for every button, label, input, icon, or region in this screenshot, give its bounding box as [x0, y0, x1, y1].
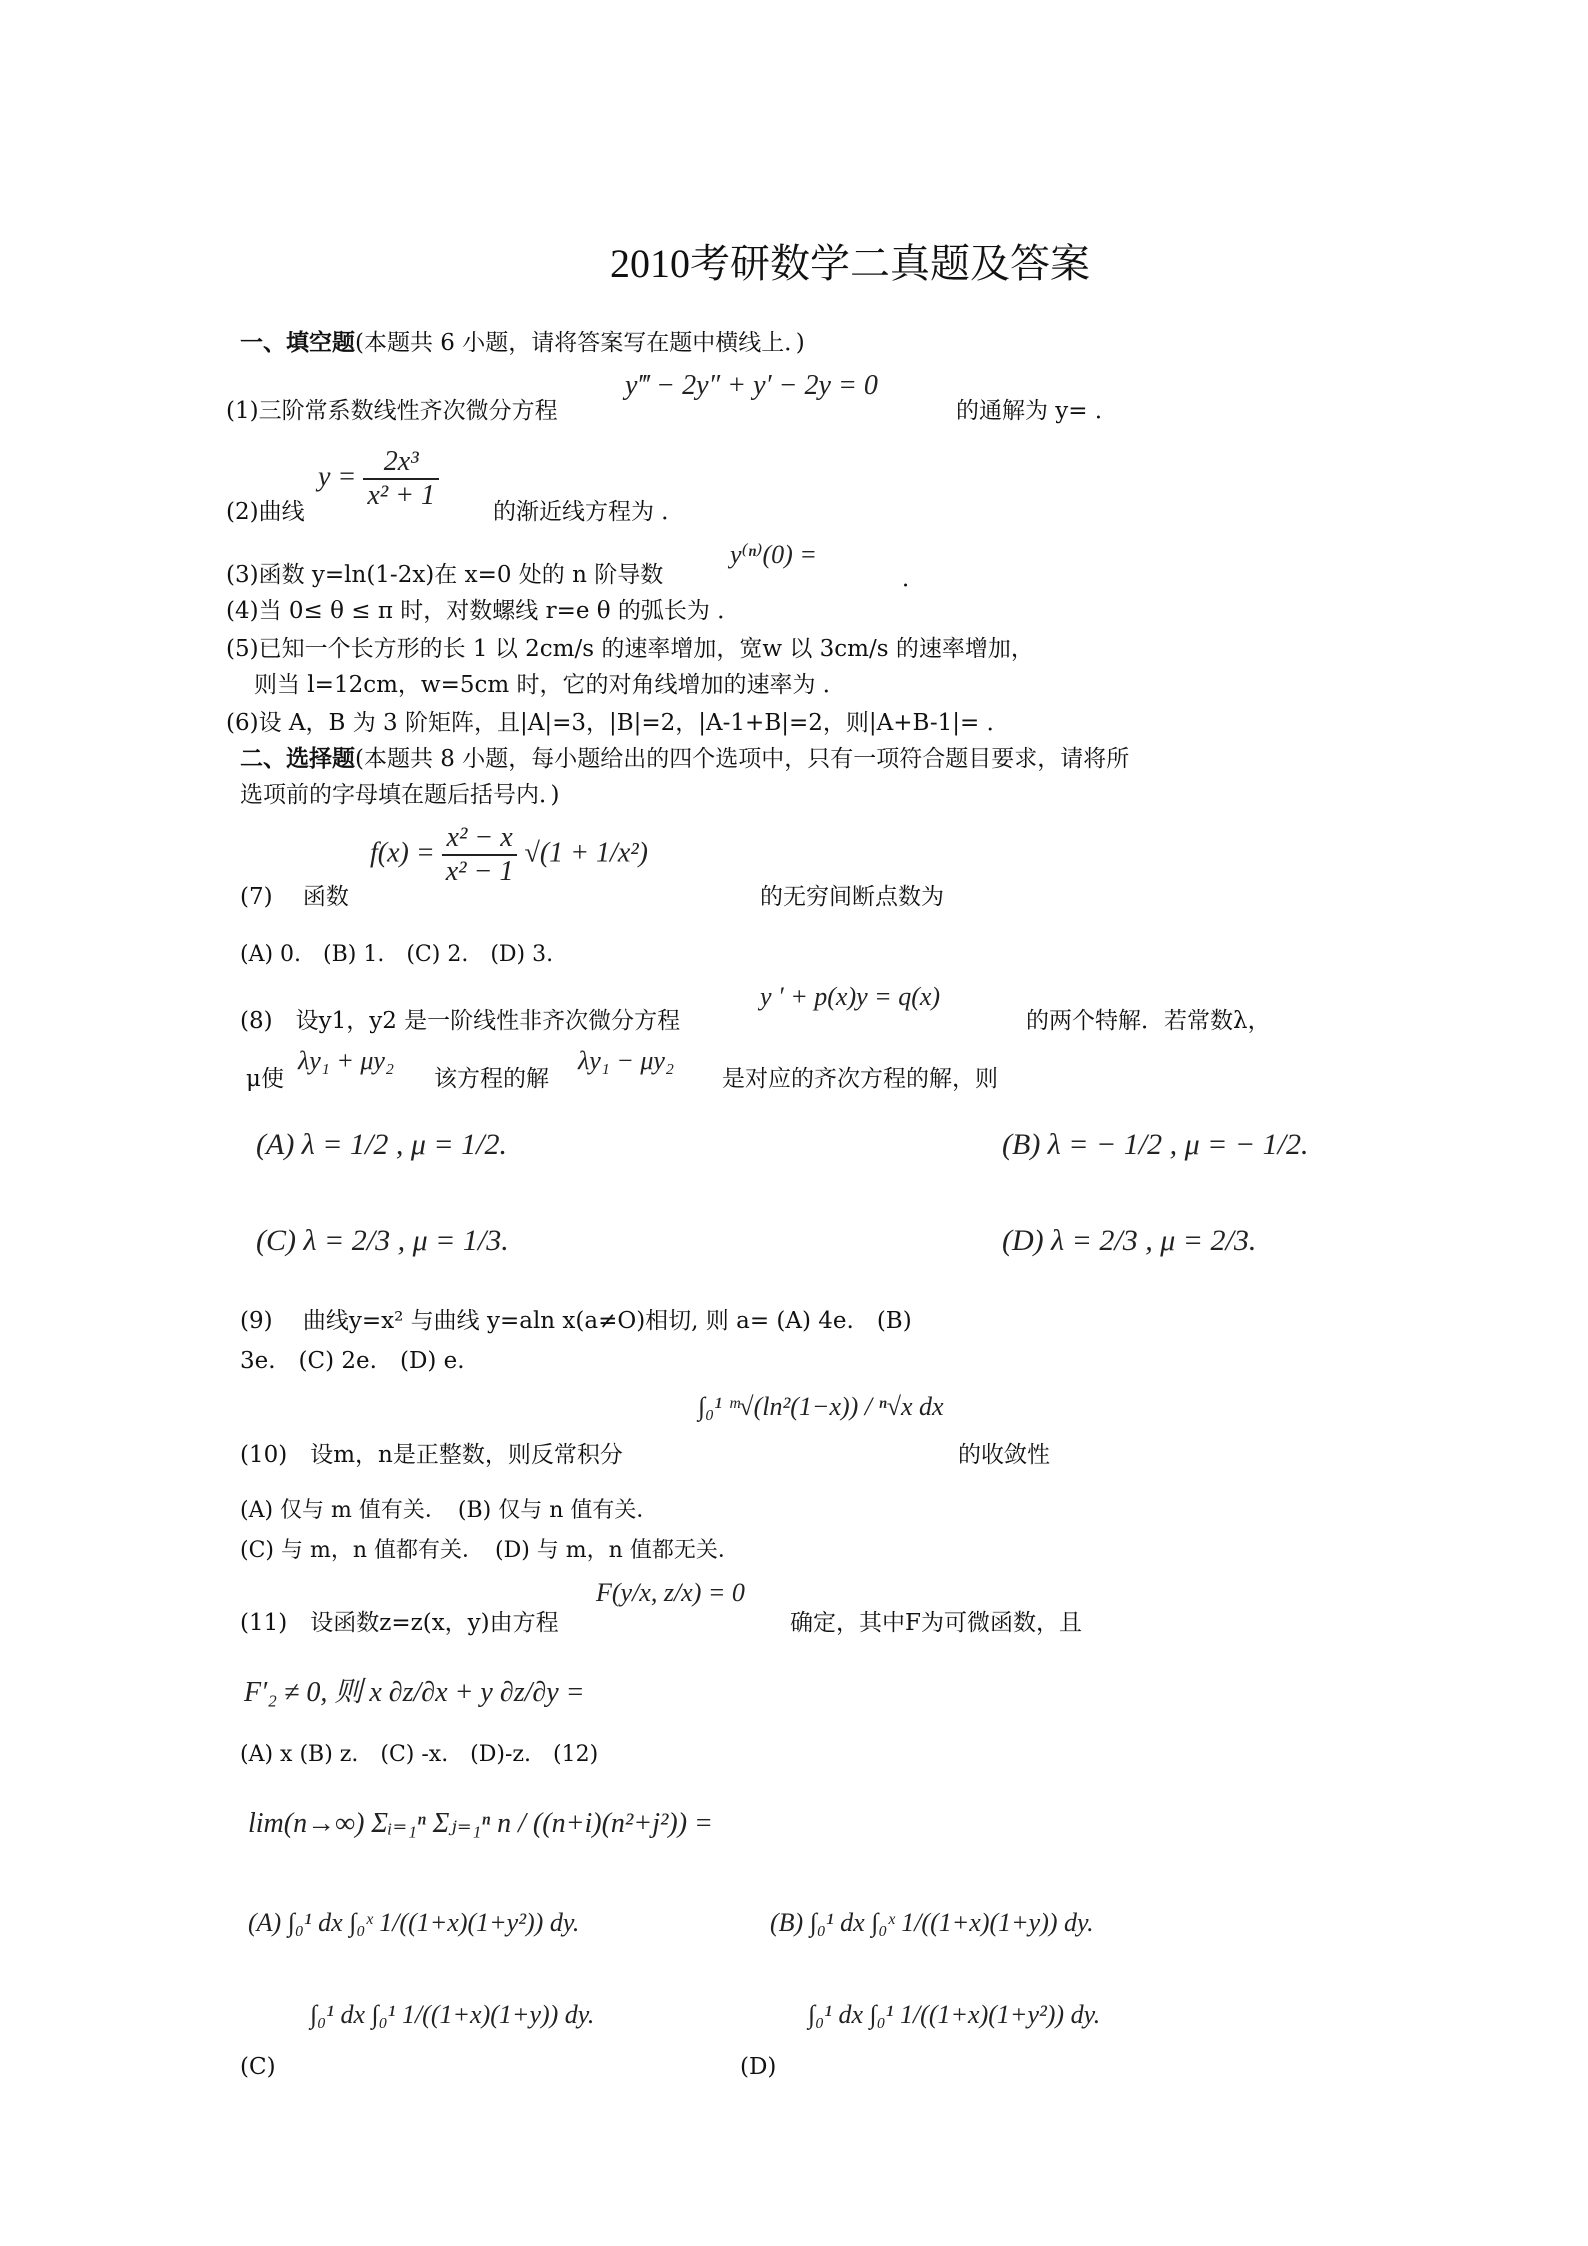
q8-option-c: (C) λ = 2/3 , μ = 1/3.	[256, 1224, 509, 1257]
q10-options-ab: (A) 仅与 m 值有关． (B) 仅与 n 值有关．	[240, 1498, 659, 1523]
q11-post: 确定，其中F为可微函数，且	[790, 1610, 1082, 1636]
q3-equation: y⁽ⁿ⁾(0) =	[730, 540, 817, 569]
section2-heading: 二、选择题	[240, 745, 355, 772]
q12-option-c-eq: ∫₀¹ dx ∫₀¹ 1/((1+x)(1+y)) dy.	[310, 2000, 595, 2029]
page-title: 2010考研数学二真题及答案	[610, 241, 1090, 286]
q2-post: 的渐近线方程为 ．	[493, 499, 685, 525]
q11-equation: F(y/x, z/x) = 0	[596, 1578, 745, 1607]
q3-post: ．	[902, 566, 925, 592]
q11-line2: F′₂ ≠ 0, 则 x ∂z/∂x + y ∂z/∂y =	[244, 1677, 585, 1708]
q3-pre: (3)函数 y=ln(1-2x)在 x=0 处的 n 阶导数	[226, 562, 664, 588]
q12-equation: lim(n→∞) Σᵢ₌₁ⁿ Σⱼ₌₁ⁿ n / ((n+i)(n²+j²)) =	[248, 1808, 713, 1839]
q7-eq-num: x² − x	[442, 822, 518, 856]
q1-post: 的通解为 y= ．	[956, 398, 1118, 424]
q12-option-d-eq: ∫₀¹ dx ∫₀¹ 1/((1+x)(1+y²)) dy.	[808, 2000, 1101, 2029]
section2-desc-line2: 选项前的字母填在题后括号内．)	[240, 782, 560, 808]
q8-post: 的两个特解．若常数λ，	[1026, 1008, 1271, 1034]
q8-option-a: (A) λ = 1/2 , μ = 1/2.	[256, 1128, 508, 1161]
q7-eq-sqrt: √(1 + 1/x²)	[524, 837, 648, 869]
section2-header	[240, 744, 1129, 774]
q8-line2-eq1: λy₁ + μy₂	[298, 1046, 395, 1075]
section1-heading: 一、填空题	[240, 329, 355, 356]
q6-text: (6)设 A，B 为 3 阶矩阵，且|A|=3，|B|=2，|A-1+B|=2，则|A+B-1|= ．	[226, 710, 1010, 736]
q2-pre: (2)曲线	[226, 499, 305, 525]
section1-header	[240, 328, 805, 358]
q10-pre: (10) 设m，n是正整数，则反常积分	[240, 1442, 623, 1468]
q11-options: (A) x (B) z. (C) -x. (D)-z. (12)	[240, 1742, 599, 1767]
q10-equation: ∫₀¹ ᵐ√(ln²(1−x)) / ⁿ√x dx	[698, 1392, 944, 1421]
q8-line2-b: 该方程的解	[434, 1066, 549, 1092]
q9-line1: (9) 曲线y=x² 与曲线 y=aln x(a≠O)相切, 则 a= (A) 4e. (B)	[240, 1308, 912, 1334]
q8-equation: y ′ + p(x)y = q(x)	[760, 982, 941, 1011]
q8-line2-a: μ使	[246, 1066, 284, 1092]
q5-line2: 则当 l=12cm，w=5cm 时，它的对角线增加的速率为 ．	[254, 672, 846, 698]
q7-eq-den: x² − 1	[445, 856, 514, 887]
q4-text: (4)当 0≤ θ ≤ π 时，对数螺线 r=e θ 的弧长为 ．	[226, 598, 741, 624]
q8-option-b: (B) λ = − 1/2 , μ = − 1/2.	[1002, 1128, 1309, 1161]
q7-fraction	[442, 822, 518, 888]
section2-desc-line1: (本题共 8 小题，每小题给出的四个选项中，只有一项符合题目要求，请将所	[355, 746, 1130, 772]
section1-desc: (本题共 6 小题，请将答案写在题中横线上．)	[355, 330, 805, 356]
q9-line2: 3e. (C) 2e. (D) e.	[240, 1348, 465, 1374]
q7-equation	[370, 822, 648, 888]
q2-eq-num: 2x³	[363, 446, 439, 480]
q8-option-d: (D) λ = 2/3 , μ = 2/3.	[1002, 1224, 1257, 1257]
q2-eq-lhs: y =	[318, 461, 357, 493]
q1-equation: y‴ − 2y″ + y′ − 2y = 0	[625, 370, 878, 401]
q7-pre: (7) 函数	[240, 884, 349, 910]
q8-line2-c: 是对应的齐次方程的解，则	[722, 1066, 998, 1092]
q8-pre: (8) 设y1，y2 是一阶线性非齐次微分方程	[240, 1008, 681, 1034]
q12-label-c: (C)	[240, 2054, 276, 2080]
q1-pre: (1)三阶常系数线性齐次微分方程	[226, 398, 558, 424]
q7-options: (A) 0. (B) 1. (C) 2. (D) 3.	[240, 942, 554, 967]
q2-eq-den: x² + 1	[367, 480, 436, 511]
q2-fraction	[363, 446, 439, 512]
q10-options-cd: (C) 与 m，n 值都有关． (D) 与 m，n 值都无关．	[240, 1538, 740, 1563]
q11-pre: (11) 设函数z=z(x，y)由方程	[240, 1610, 559, 1636]
q7-eq-lhs: f(x) =	[370, 837, 435, 869]
q10-post: 的收敛性	[958, 1442, 1050, 1468]
q7-post: 的无穷间断点数为	[760, 884, 944, 910]
q12-option-a: (A) ∫₀¹ dx ∫₀ˣ 1/((1+x)(1+y²)) dy.	[248, 1908, 580, 1937]
q8-line2-eq2: λy₁ − μy₂	[578, 1046, 675, 1075]
q12-option-b: (B) ∫₀¹ dx ∫₀ˣ 1/((1+x)(1+y)) dy.	[770, 1908, 1094, 1937]
q2-equation	[318, 446, 439, 512]
q5-line1: (5)已知一个长方形的长 1 以 2cm/s 的速率增加，宽w 以 3cm/s 的速率增加，	[226, 636, 1034, 662]
q12-label-d: (D)	[740, 2054, 777, 2080]
